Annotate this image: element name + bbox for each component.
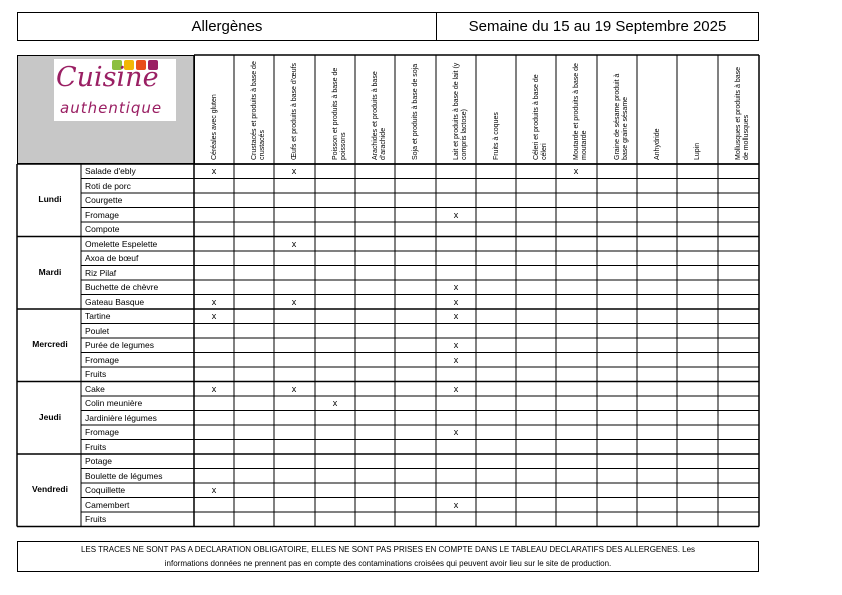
dish-name: Fruits bbox=[85, 369, 107, 379]
dish-name: Riz Pilaf bbox=[85, 267, 117, 278]
dish-name: Salade d'ebly bbox=[85, 166, 136, 176]
allergen-header bbox=[197, 60, 233, 160]
allergen-mark: x bbox=[291, 166, 297, 176]
footer-line-2: informations données ne prennent pas en compte des contaminations croisées qui peuvent avoir lieu sur le site de production. bbox=[164, 559, 612, 568]
allergen-mark: x bbox=[453, 427, 459, 437]
allergen-header-label: Fruits à coques bbox=[493, 112, 500, 160]
day-label: Vendredi bbox=[32, 484, 68, 495]
logo-word-cuisine: Cuisine bbox=[56, 62, 159, 93]
allergen-header bbox=[519, 60, 555, 160]
allergen-header-label: Lupin bbox=[694, 142, 701, 160]
allergen-header bbox=[358, 60, 394, 160]
dish-name: Courgette bbox=[85, 195, 123, 205]
allergen-header-label: Poisson et produits à base de poissons bbox=[332, 67, 347, 160]
dish-name: Omelette Espelette bbox=[85, 238, 158, 249]
allergen-header bbox=[439, 60, 475, 160]
allergen-header bbox=[398, 60, 434, 160]
allergen-header-label: Céleri et produits à base de céleri bbox=[533, 74, 548, 160]
allergen-header-label: Mollusques et produits à base de mollusques bbox=[735, 67, 750, 160]
dish-name: Roti de porc bbox=[85, 180, 131, 191]
dish-name: Camembert bbox=[85, 499, 130, 510]
allergen-mark: x bbox=[211, 296, 217, 307]
allergen-header-label: Anhydride bbox=[654, 128, 661, 160]
allergen-header bbox=[559, 60, 595, 160]
allergen-mark: x bbox=[453, 296, 459, 307]
footer-disclaimer bbox=[17, 541, 759, 572]
allergen-mark: x bbox=[453, 383, 459, 394]
dish-name: Cake bbox=[85, 383, 105, 394]
allergen-mark: x bbox=[332, 398, 338, 408]
week-text: Semaine du 15 au 19 Septembre 2025 bbox=[468, 18, 727, 35]
day-label: Mercredi bbox=[32, 339, 68, 350]
allergen-header-label: Œufs et produits à base d'œufs bbox=[291, 62, 298, 160]
allergen-header bbox=[479, 60, 515, 160]
allergen-header-label: Lait et produits à base de lait (y compris lactose) bbox=[453, 62, 468, 160]
dish-name: Fromage bbox=[85, 209, 120, 220]
allergen-mark: x bbox=[453, 311, 459, 321]
dish-name: Colin meunière bbox=[85, 398, 143, 408]
allergen-mark: x bbox=[453, 354, 459, 365]
dish-name: Gateau Basque bbox=[85, 296, 145, 307]
allergen-mark: x bbox=[573, 166, 579, 176]
allergen-mark: x bbox=[453, 340, 459, 350]
logo-word-authentique: authentique bbox=[60, 99, 163, 117]
allergen-mark: x bbox=[453, 282, 459, 292]
dish-name: Potage bbox=[85, 456, 112, 466]
allergen-header-label: Crustacés et produits à base de crustacés bbox=[251, 61, 266, 160]
dish-name: Compote bbox=[85, 224, 120, 234]
day-label: Mardi bbox=[38, 266, 62, 277]
allergen-header-label: Céréales avec gluten bbox=[211, 94, 218, 160]
allergen-header bbox=[600, 60, 636, 160]
day-label: Jeudi bbox=[38, 411, 62, 422]
dish-name: Fruits bbox=[85, 514, 107, 524]
allergen-mark: x bbox=[211, 383, 217, 394]
dish-name: Axoa de bœuf bbox=[85, 253, 139, 263]
allergen-header bbox=[318, 60, 354, 160]
footer-line-1: LES TRACES NE SONT PAS A DECLARATION OBLIGATOIRE, ELLES NE SONT PAS PRISES EN COMPTE DANS LE TABLEAU DECLARATIFS DES ALLERGENES. Les bbox=[80, 545, 696, 554]
allergen-mark: x bbox=[211, 485, 217, 495]
dish-name: Jardinière légumes bbox=[85, 412, 157, 423]
dish-name: Fruits bbox=[85, 441, 107, 452]
allergen-mark: x bbox=[211, 311, 217, 321]
title-text: Allergènes bbox=[191, 18, 263, 35]
allergen-header bbox=[640, 60, 676, 160]
allergen-header-label: Arachides et produits à base d'arachide bbox=[372, 71, 387, 160]
allergen-mark: x bbox=[453, 499, 459, 510]
allergen-mark: x bbox=[211, 166, 217, 176]
dish-name: Fromage bbox=[85, 427, 120, 437]
dish-name: Tartine bbox=[85, 311, 111, 321]
dish-name: Buchette de chèvre bbox=[85, 282, 159, 292]
allergen-header bbox=[680, 60, 716, 160]
dish-name: Poulet bbox=[85, 325, 110, 336]
allergen-header-label: Soja et produits à base de soja bbox=[412, 63, 419, 160]
day-label: Lundi bbox=[38, 194, 62, 205]
allergen-mark: x bbox=[291, 383, 297, 394]
allergen-header bbox=[237, 60, 273, 160]
allergen-header bbox=[721, 60, 757, 160]
allergen-mark: x bbox=[291, 238, 297, 249]
dish-name: Coquillette bbox=[85, 485, 126, 495]
allergen-header-label: Graine de sésame produit à base graine sésame bbox=[614, 73, 629, 160]
dish-name: Boulette de légumes bbox=[85, 470, 163, 481]
dish-name: Purée de legumes bbox=[85, 340, 154, 350]
allergen-mark: x bbox=[453, 209, 459, 220]
allergen-header bbox=[277, 60, 313, 160]
allergen-mark: x bbox=[291, 296, 297, 307]
allergen-header-label: Moutarde et produits à base de moutarde bbox=[573, 63, 588, 160]
dish-name: Fromage bbox=[85, 354, 120, 365]
